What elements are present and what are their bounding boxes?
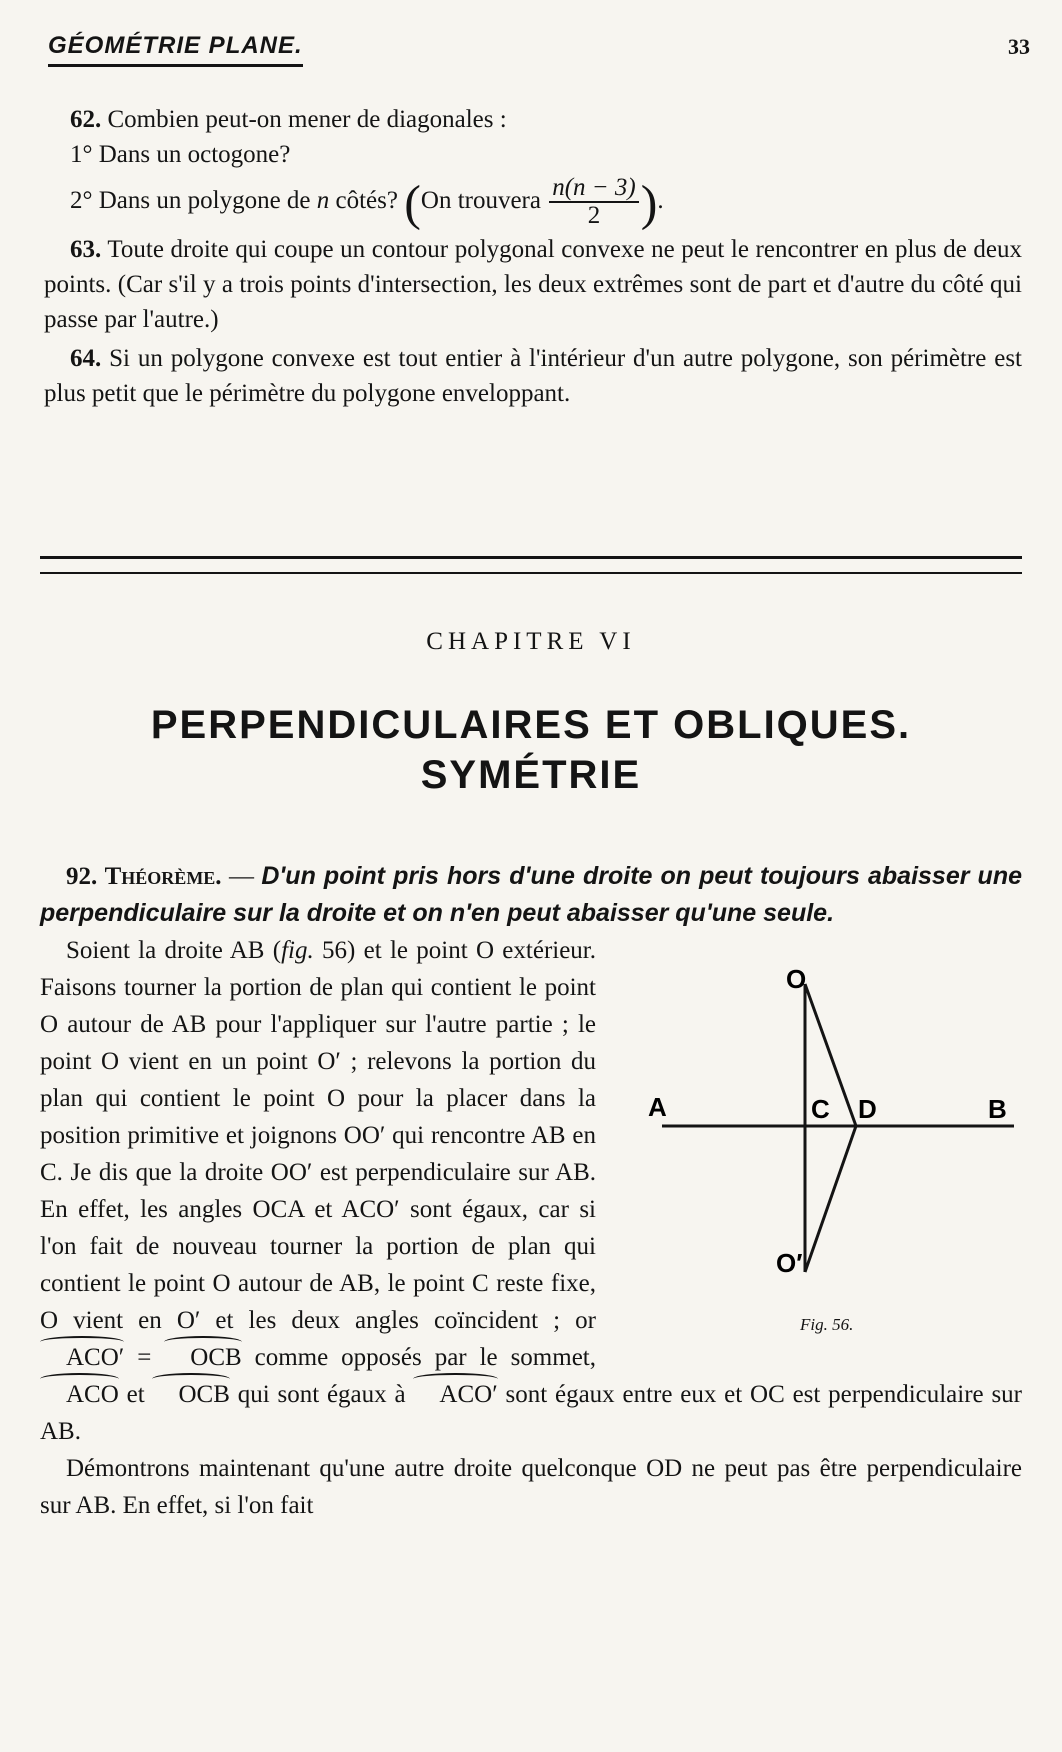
chapter-title-line-2: SYMÉTRIE — [420, 753, 642, 797]
variable-n: n — [316, 187, 330, 214]
proof-block — [40, 932, 1022, 1524]
exercise-number: 62. — [70, 106, 102, 133]
section-divider-thin — [40, 572, 1022, 574]
proof-text-b: 56) et le point O extérieur. Faisons tourner la portion de plan qui contient le point O autour de AB pour l'appliquer sur l'autre partie ; le point O vient en un point O′ ; relevons la portion du plan qui contient le point O pour la placer dans la position primitive et joignons OO′ qui rencontre AB en C. Je dis que la droite OO′ est perpendiculaire sur AB. En effet, les angles OCA et ACO′ sont égaux, car si l'on fait de nouveau tourner la portion de plan qui contient le point O autour de AB, le point C reste fixe, O vient en O′ et les deux angles coïncident ; or — [40, 937, 597, 1334]
chapter-label: CHAPITRE VI — [426, 628, 636, 655]
theorem-92 — [40, 858, 1022, 932]
proof-text-a: Soient la droite AB ( — [66, 937, 282, 964]
angle-ACO: ACO — [40, 1376, 119, 1413]
angle-ACO-prime: ACO′ — [40, 1339, 124, 1376]
label-O-prime: O′ — [776, 1248, 803, 1278]
theorem-statement: D'un point pris hors d'une droite on peut toujours abaisser une perpendiculaire sur la droite et on n'en peut abaisser qu'une seule. — [40, 862, 1022, 927]
angle-OCB-2: OCB — [152, 1376, 229, 1413]
figure-56 — [612, 936, 1022, 1352]
angle-ACO-prime-2: ACO′ — [413, 1376, 497, 1413]
theorem-dash: — — [228, 863, 254, 890]
label-B: B — [988, 1094, 1007, 1124]
exercise-62-part-1: 1° Dans un octogone? — [70, 141, 291, 168]
exercise-number: 64. — [70, 345, 102, 372]
proof-text-f: sont égaux entre eux et OC est perpendiculaire sur AB. — [40, 1381, 1023, 1445]
exercise-62 — [44, 102, 1022, 137]
figure-reference: fig. — [281, 937, 314, 964]
label-D: D — [858, 1094, 877, 1124]
exercises-section — [44, 102, 1022, 411]
label-A: A — [648, 1092, 667, 1122]
exercise-64 — [44, 341, 1022, 411]
exercise-text: Si un polygone convexe est tout entier à l'intérieur d'un autre polygone, son périmètre est plus petit que le périmètre du polygone enveloppant. — [44, 345, 1023, 407]
open-paren: ( — [404, 174, 421, 231]
equals-sign: = — [124, 1344, 165, 1371]
exercise-text: Toute droite qui coupe un contour polygonal convexe ne peut le rencontrer en plus de deux points. (Car s'il y a trois points d'intersection, les deux extrêmes sont de part et d'autre du côté qui passe par l'autre.) — [44, 236, 1022, 333]
theorem-number: 92. — [66, 863, 98, 890]
exercise-number: 63. — [70, 236, 102, 263]
line-DO-prime — [805, 1126, 856, 1272]
running-head: GÉOMÉTRIE PLANE. — [48, 32, 303, 67]
part-2-end: côtés? — [335, 187, 398, 214]
chapter-title-line-1: PERPENDICULAIRES ET OBLIQUES. — [150, 703, 912, 747]
hint-suffix: . — [657, 187, 664, 214]
part-2-text: 2° Dans un polygone de — [70, 187, 311, 214]
chapter-title — [0, 700, 1062, 800]
proof-text-d: et — [118, 1381, 145, 1408]
exercise-62-part-2 — [44, 172, 1022, 230]
proof-text-c: comme opposés par le sommet, — [241, 1344, 596, 1371]
theorem-label: Théorème. — [104, 863, 222, 890]
page-number: 33 — [1008, 34, 1030, 59]
fraction-numerator: n(n − 3) — [549, 175, 639, 203]
label-O: O — [786, 964, 807, 994]
page-header — [40, 28, 1030, 68]
proof-paragraph-2: Démontrons maintenant qu'une autre droite quelconque OD ne peut pas être perpendiculaire sur AB. En effet, si l'on fait — [40, 1455, 1022, 1519]
close-paren: ) — [640, 174, 658, 231]
exercise-63 — [44, 232, 1022, 337]
proof-text-e: qui sont égaux à — [229, 1381, 406, 1408]
section-divider-thick — [40, 556, 1022, 559]
main-text — [40, 858, 1022, 1524]
figure-caption: Fig. 56. — [800, 1315, 854, 1334]
fraction-denominator: 2 — [587, 202, 601, 230]
hint-fraction — [549, 175, 639, 229]
exercise-question: Combien peut-on mener de diagonales : — [107, 106, 507, 133]
label-C: C — [811, 1094, 830, 1124]
angle-OCB: OCB — [164, 1339, 241, 1376]
hint-prefix: On trouvera — [420, 187, 541, 214]
perpendicular-diagram — [612, 936, 1022, 1336]
